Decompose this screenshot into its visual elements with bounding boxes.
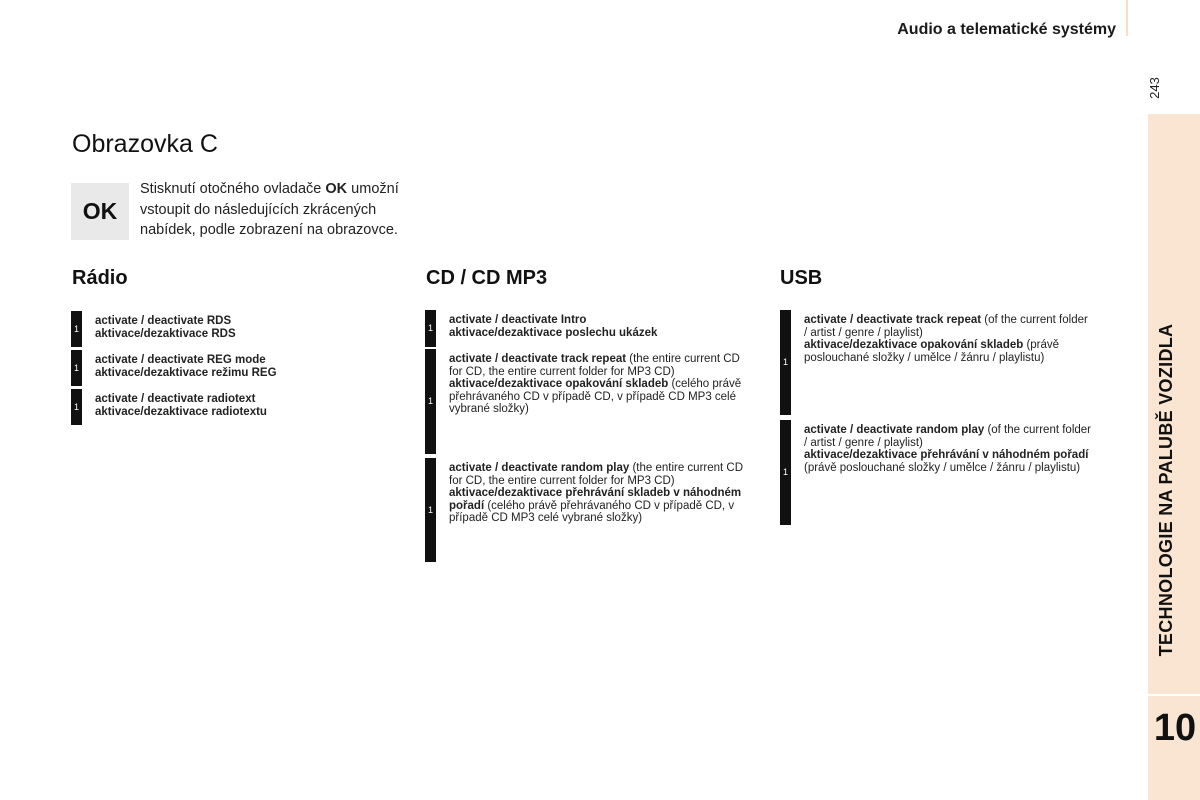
radio-heading: Rádio (72, 267, 128, 289)
usb-menu-item (780, 420, 1094, 525)
header-divider (1126, 0, 1128, 36)
item-marker: 1 (425, 458, 436, 562)
item-text: activate / deactivate track repeat (the entire current CD for CD, the entire current folder for MP3 CD) aktivace/dezaktivace opakování skladeb (celého právě přehrávaného CD v případě CD, v případě CD MP3 celé vybrané složky) (449, 353, 742, 415)
page-number: 243 (1147, 77, 1162, 99)
item-text: activate / deactivate track repeat (of the current folder / artist / genre / playlist) aktivace/dezaktivace opakování skladeb (právě poslouchané složky / umělce / žánru / playlistu) (804, 314, 1088, 364)
intro-text-before: Stisknutí otočného ovladače (140, 181, 326, 197)
cd-menu-item (425, 349, 754, 454)
cd-menu-item (425, 310, 749, 347)
chapter-title: TECHNOLOGIE NA PALUBĚ VOZIDLA (1156, 323, 1176, 657)
item-marker: 1 (780, 420, 791, 525)
item-text: activate / deactivate Intro aktivace/dezaktivace poslechu ukázek (449, 314, 658, 339)
item-marker: 1 (425, 310, 436, 347)
cd-heading: CD / CD MP3 (426, 267, 548, 289)
item-text: activate / deactivate random play (of the current folder / artist / genre / playlist) aktivace/dezaktivace přehrávání v náhodném pořadí (právě poslouchané složky / umělce / žánru / playlistu) (804, 424, 1091, 474)
item-marker: 1 (71, 311, 82, 347)
item-marker: 1 (425, 349, 436, 454)
item-text: activate / deactivate REG mode aktivace/dezaktivace režimu REG (95, 354, 277, 379)
item-text: activate / deactivate random play (the entire current CD for CD, the entire current folder for MP3 CD) aktivace/dezaktivace přehrávání skladeb v náhodném pořadí (celého právě přehrávaného CD v případě CD, v případě CD MP3 celé vybrané složky) (449, 462, 744, 524)
usb-menu-item (780, 310, 1094, 415)
item-marker: 1 (71, 389, 82, 425)
item-text: activate / deactivate RDS aktivace/dezaktivace RDS (95, 315, 236, 340)
item-text: activate / deactivate radiotext aktivace/dezaktivace radiotextu (95, 393, 267, 418)
radio-menu-item (71, 311, 395, 347)
cd-menu-item (425, 458, 754, 562)
chapter-number: 10 (1153, 707, 1197, 749)
intro-text-after: umožní vstoupit do následujících zkrácených nabídek, podle zobrazení na obrazovce. (140, 181, 399, 238)
screen-title: Obrazovka C (72, 130, 218, 158)
section-header-title: Audio a telematické systémy (897, 21, 1116, 38)
radio-menu-item (71, 350, 395, 386)
radio-menu-item (71, 389, 395, 425)
ok-button-icon: OK (71, 183, 129, 240)
usb-heading: USB (780, 267, 823, 289)
item-marker: 1 (71, 350, 82, 386)
intro-text-bold: OK (325, 181, 348, 197)
intro-paragraph (140, 179, 410, 241)
item-marker: 1 (780, 310, 791, 415)
